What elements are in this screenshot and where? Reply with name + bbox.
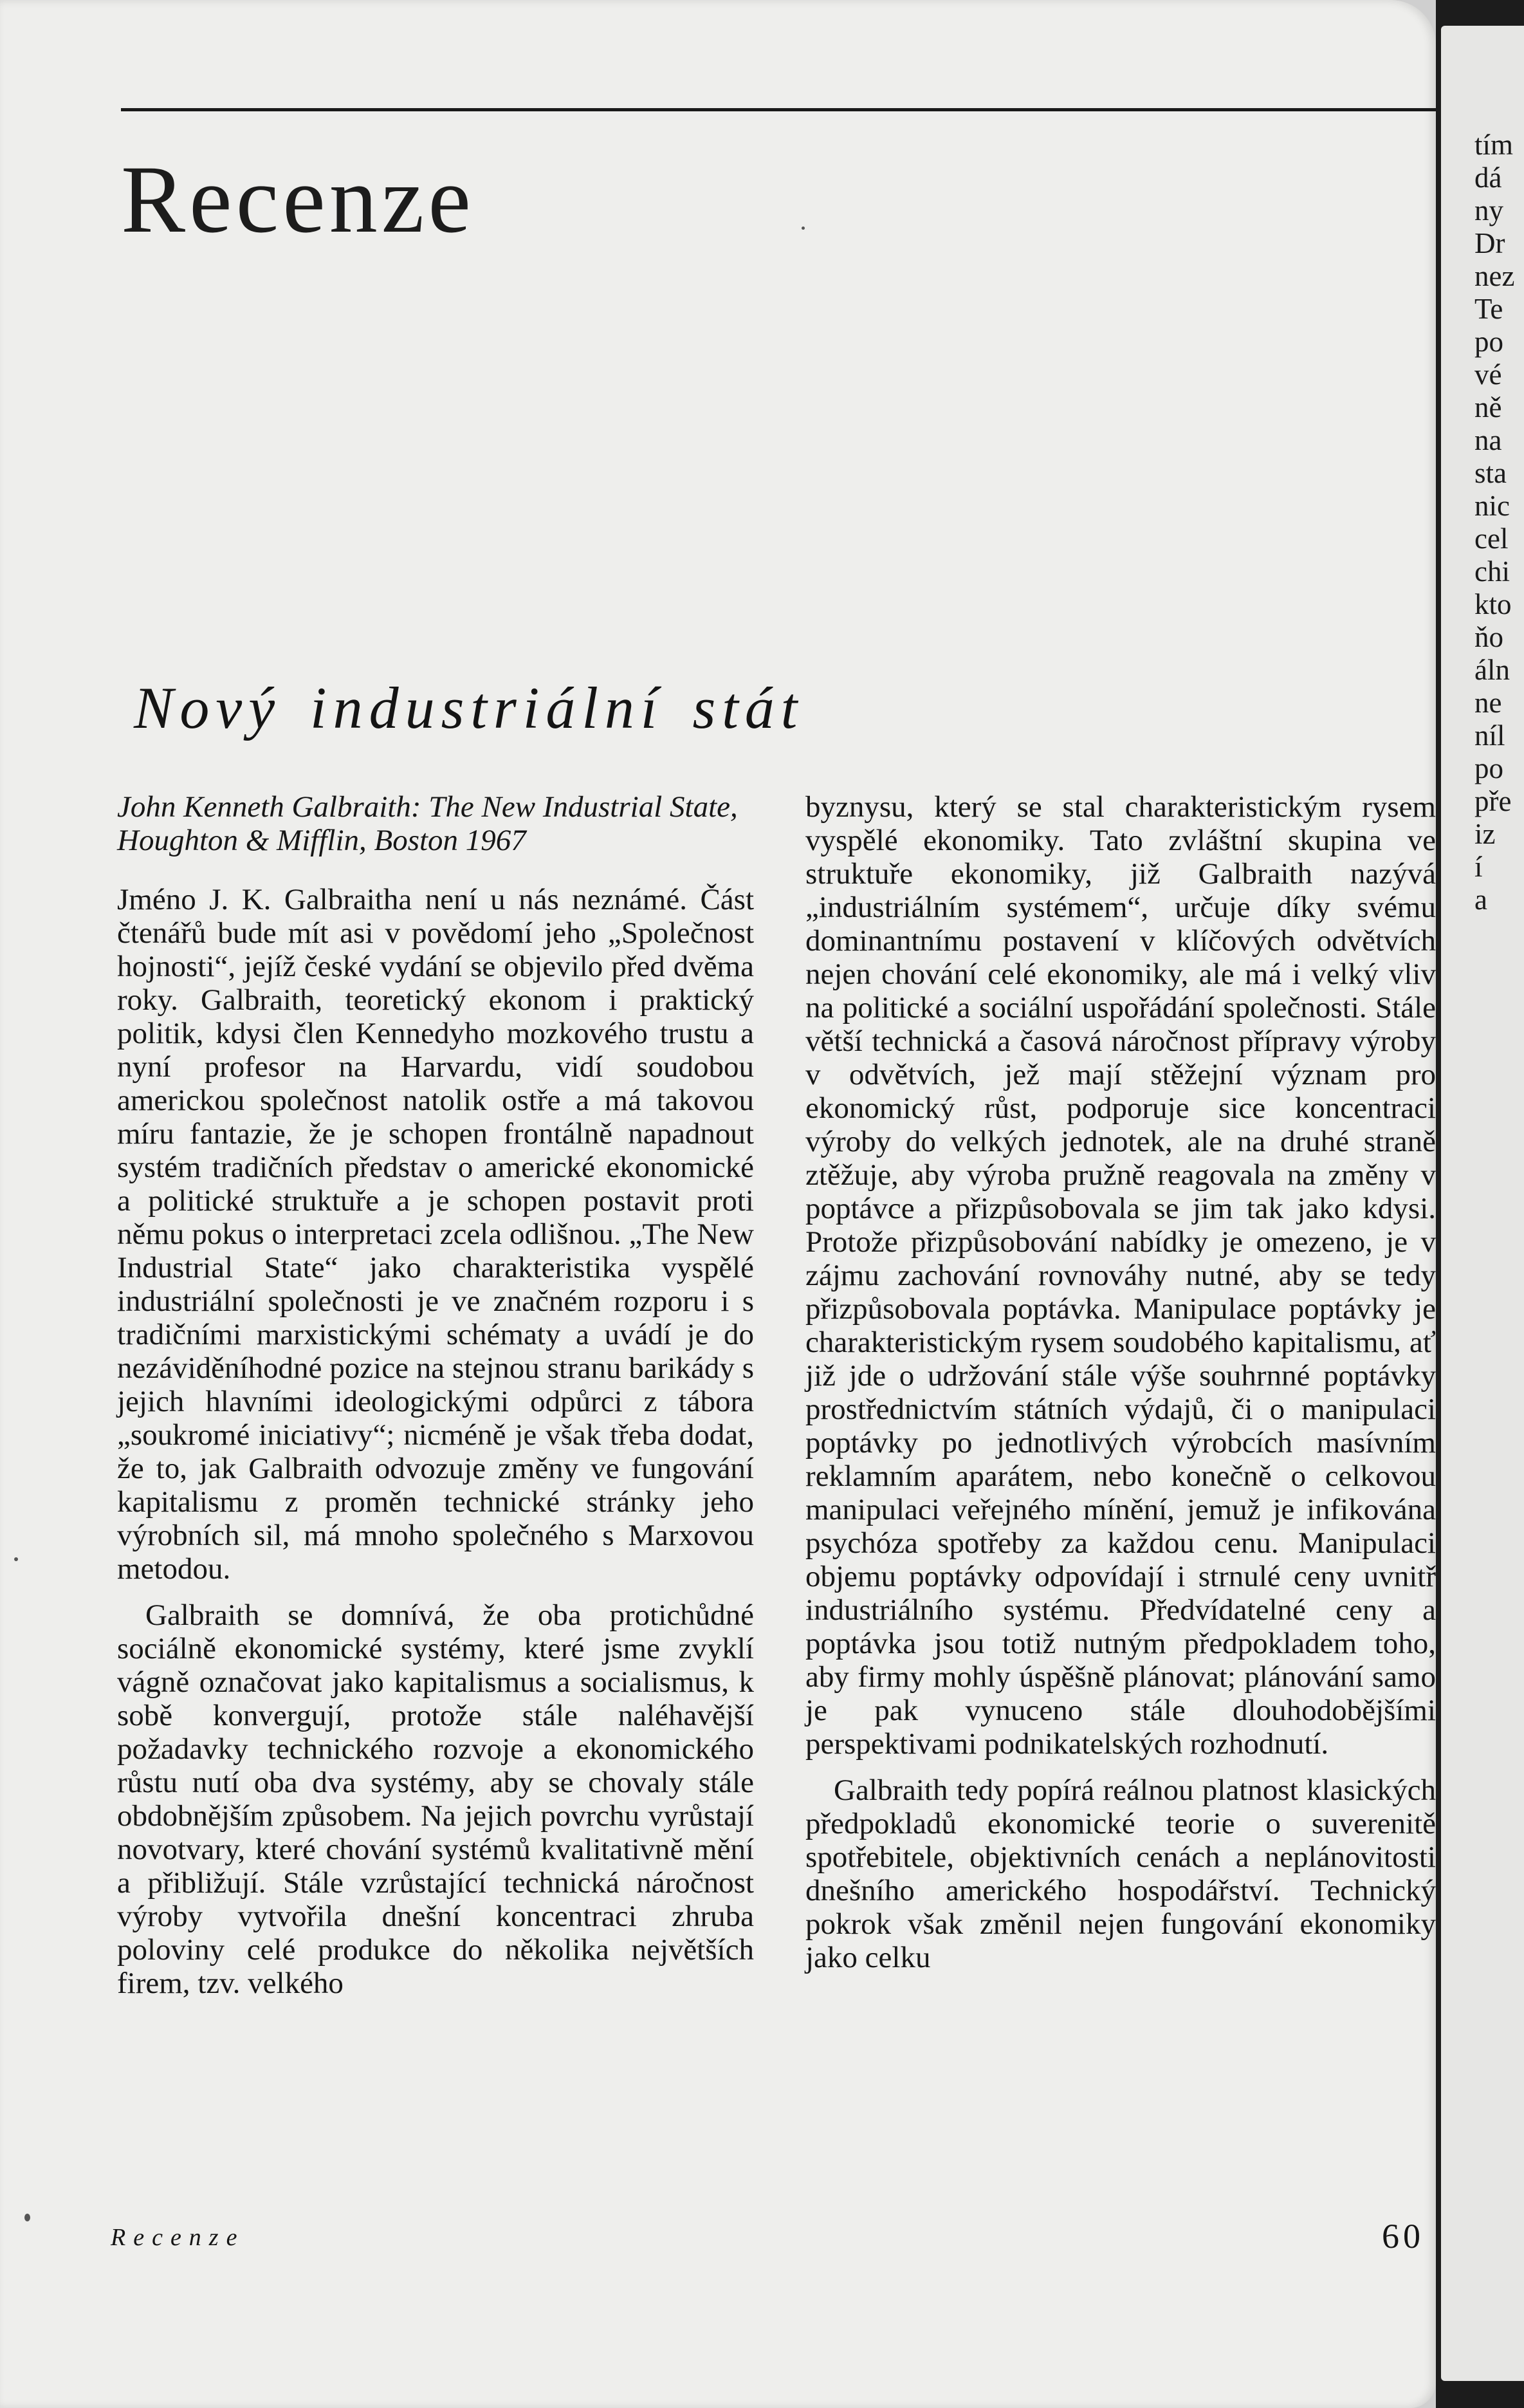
running-footer: Recenze: [111, 2224, 245, 2251]
next-page-edge: [1436, 0, 1524, 2408]
edge-text-fragment: Te: [1474, 293, 1503, 325]
paragraph: Galbraith se domnívá, že oba protichůdné sociálně ekonomické systémy, které jsme zvyklí vágně označovat jako kapitalismus a socialismus, k sobě konvergují, protože stále naléhavější požadavky technického rozvoje a ekonomického růstu nutí oba dva systémy, aby se chovaly stále obdobnějším způsobem. Na jejich povrchu vyrůstají novotvary, které chování systémů kvalitativně mění a přibližují. Stále vzrůstající technická náročnost výroby vytvořila dnešní koncentraci zhruba poloviny celé produkce do několika největších firem, tzv. velkého: [117, 1598, 754, 2000]
edge-text-fragment: a: [1474, 884, 1487, 916]
edge-text-fragment: níl: [1474, 719, 1505, 752]
edge-text-fragment: po: [1474, 752, 1503, 784]
paper-speck: [24, 2214, 30, 2221]
left-column: [117, 790, 754, 2000]
edge-text-fragment: ne: [1474, 687, 1502, 719]
paragraph: byznysu, který se stal charakteristickým rysem vyspělé ekonomiky. Tato zvláštní skupina ve struktuře ekonomiky, již Galbraith nazývá „industriálním systémem“, určuje díky svému dominantnímu postavení v klíčových odvětvích nejen chování celé ekonomiky, ale má i velký vliv na politické a sociální uspořádání společnosti. Stále větší technická a časová náročnost přípravy výroby v odvětvích, jež mají stěžejní význam pro ekonomický růst, podporuje sice koncentraci výroby do velkých jednotek, ale na druhé straně ztěžuje, aby výroba pružně reagovala na změny v poptávce a přizpůsobovala se jim tak jako kdysi. Protože přizpůsobování nabídky je omezeno, je v zájmu zachování rovnováhy nutné, aby se tedy přizpůsobovala poptávka. Manipulace poptávky je charakteristickým rysem soudobého kapitalismu, ať již jde o udržování stále výše souhrnné poptávky prostřednictvím státních výdajů, či o manipulaci poptávky po jednotlivých výrobcích masívním reklamním aparátem, nebo konečně o celkovou manipulaci veřejného mínění, jemuž je infikována psychóza spotřeby za každou cenu. Manipulaci objemu poptávky odpovídají i strnulé ceny uvnitř industriálního systému. Předvídatelné ceny a poptávka jsou totiž nutným předpokladem toho, aby firmy mohly úspěšně plánovat; plánování samo je pak vynuceno stále dlouhodobějšími perspektivami podnikatelských rozhodnutí.: [805, 790, 1436, 1761]
header-rule: [121, 108, 1436, 111]
edge-text-fragment: na: [1474, 424, 1502, 456]
next-page-sliver: [1441, 26, 1524, 2381]
edge-text-fragment: iz: [1474, 818, 1496, 850]
paragraph: Jméno J. K. Galbraitha není u nás neznámé. Část čtenářů bude mít asi v povědomí jeho „Společnost hojnosti“, jejíž české vydání se objevilo před dvěma roky. Galbraith, teoretický ekonom i praktický politik, kdysi člen Kennedyho mozkového trustu a nyní profesor na Harvardu, vidí soudobou americkou společnost natolik ostře a má takovou míru fantazie, že je schopen frontálně napadnout systém tradičních představ o americké ekonomické a politické struktuře a je schopen postavit proti němu pokus o interpretaci zcela odlišnou. „The New Industrial State“ jako charakteristika vyspělé industriální společnosti je ve značném rozporu i s tradičními marxistickými schématy a uvádí je do nezáviděníhodné pozice na stejnou stranu barikády s jejich hlavními ideologickými odpůrci z tábora „soukromé iniciativy“; nicméně je však třeba dodat, že to, jak Galbraith odvozuje změny ve fungování kapitalismu z proměn technické stránky jeho výrobních sil, má mnoho společného s Marxovou metodou.: [117, 883, 754, 1586]
edge-text-fragment: pře: [1474, 785, 1512, 817]
edge-text-fragment: dá: [1474, 162, 1502, 194]
edge-text-fragment: po: [1474, 326, 1503, 358]
page-number: 60: [1382, 2217, 1424, 2255]
edge-text-fragment: nic: [1474, 490, 1510, 522]
edge-text-fragment: tím: [1474, 129, 1514, 161]
edge-text-fragment: áln: [1474, 654, 1510, 686]
edge-text-fragment: ňo: [1474, 621, 1503, 653]
article-title: Nový industriální stát: [134, 675, 804, 741]
section-title: Recenze: [121, 146, 475, 253]
right-column: [805, 790, 1436, 1974]
edge-text-fragment: vé: [1474, 358, 1502, 391]
paper-speck: [14, 1557, 18, 1561]
edge-text-fragment: chi: [1474, 555, 1510, 588]
edge-text-fragment: cel: [1474, 523, 1509, 555]
edge-text-fragment: Dr: [1474, 227, 1505, 259]
edge-text-fragment: kto: [1474, 588, 1512, 620]
edge-text-fragment: ně: [1474, 391, 1502, 423]
edge-text-fragment: ny: [1474, 194, 1503, 227]
paper-speck: [802, 227, 805, 230]
edge-text-fragment: nez: [1474, 260, 1515, 292]
edge-text-fragment: sta: [1474, 457, 1507, 489]
edge-text-fragment: í: [1474, 851, 1483, 883]
paragraph: Galbraith tedy popírá reálnou platnost klasických předpokladů ekonomické teorie o suverenitě spotřebitele, objektivních cenách a neplánovitosti dnešního amerického hospodářství. Technický pokrok však změnil nejen fungování ekonomiky jako celku: [805, 1774, 1436, 1974]
citation: John Kenneth Galbraith: The New Industrial State, Houghton & Mifflin, Boston 1967: [117, 790, 738, 857]
